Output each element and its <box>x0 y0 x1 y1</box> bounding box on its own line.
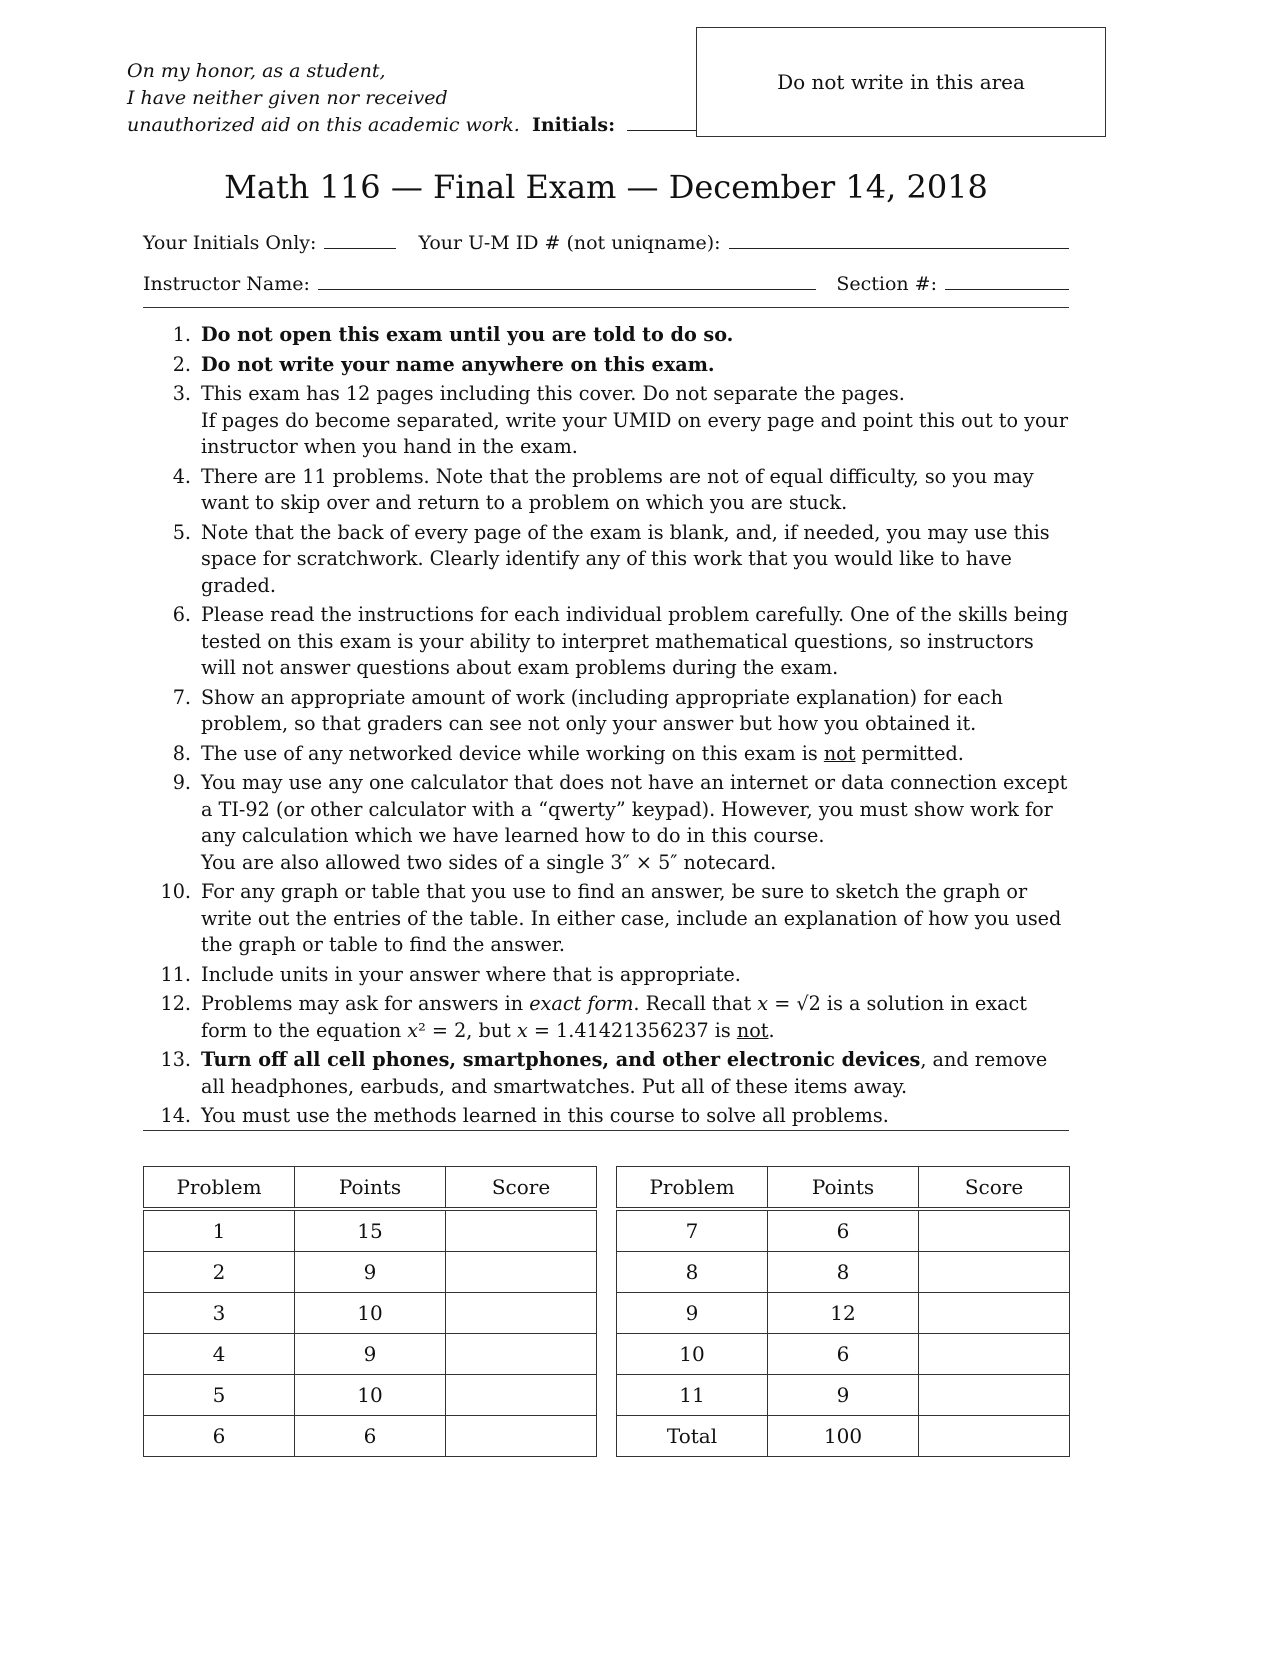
header-score: Score <box>446 1167 597 1210</box>
points-cell: 100 <box>768 1416 919 1457</box>
problem-cell: 4 <box>144 1334 295 1375</box>
instruction-segment: x <box>757 992 769 1015</box>
instruction-segment: Please read the instructions for each individual problem carefully. One of the skills being tested on this exam is your ability to interpret mathematical questions, so instructors will not answer questions about exam problems during the exam. <box>201 603 1069 679</box>
instructor-row <box>143 273 1069 295</box>
instruction-segment: x <box>516 1018 528 1042</box>
instruction-number: 9. <box>172 771 191 794</box>
header-problem: Problem <box>617 1167 768 1210</box>
points-cell: 12 <box>768 1293 919 1334</box>
problem-cell: 8 <box>617 1252 768 1293</box>
instruction-segment: Show an appropriate amount of work (including appropriate explanation) for each problem, so that graders can see not only your answer but how you obtained it. <box>201 685 1004 735</box>
honor-line: I have neither given nor received <box>127 87 448 109</box>
instruction-segment: You may use any one calculator that does not have an internet or data connection except a TI-92 (or other calculator with a “qwerty” keypad). However, you must show work for any calculation which we have learned how to do in this course. You are also allowed two sides of a single 3″ × 5″ notecard. <box>201 771 1068 874</box>
table-row <box>144 1334 597 1375</box>
instruction-number: 11. <box>160 962 191 986</box>
problem-cell: 5 <box>144 1375 295 1416</box>
instruction-item <box>143 962 1073 989</box>
points-cell: 10 <box>295 1293 446 1334</box>
divider <box>143 307 1069 308</box>
table-row <box>144 1375 597 1416</box>
score-cell[interactable] <box>446 1252 597 1293</box>
instruction-number: 13. <box>160 1048 191 1071</box>
score-cell[interactable] <box>919 1334 1070 1375</box>
points-cell: 10 <box>295 1375 446 1416</box>
instruction-number: 14. <box>160 1104 191 1127</box>
instruction-text <box>201 381 1073 461</box>
instruction-text <box>201 991 1073 1044</box>
instruction-item <box>143 1047 1073 1100</box>
instruction-text <box>201 464 1073 517</box>
table-row <box>144 1416 597 1457</box>
table-row <box>144 1209 597 1252</box>
problem-cell: 10 <box>617 1334 768 1375</box>
score-table-left <box>143 1166 597 1457</box>
instruction-number: 5. <box>172 520 191 544</box>
points-cell: 15 <box>295 1209 446 1252</box>
table-row <box>617 1252 1070 1293</box>
table-row <box>617 1293 1070 1334</box>
instruction-segment: ² = 2, but <box>418 1018 517 1042</box>
instruction-item <box>143 991 1073 1044</box>
table-row <box>617 1375 1070 1416</box>
problem-cell: 11 <box>617 1375 768 1416</box>
instruction-segment: This exam has 12 pages including this cover. Do not separate the pages. If pages do become separated, write your UMID on every page and point this out to your instructor when you hand in the exam. <box>201 382 1069 458</box>
instruction-text <box>201 520 1073 600</box>
points-cell: 8 <box>768 1252 919 1293</box>
problem-cell: 9 <box>617 1293 768 1334</box>
instruction-text <box>201 879 1073 959</box>
instruction-segment: x <box>407 1018 419 1042</box>
instruction-segment: = √2 is a solution in exact form to the equation <box>201 992 1027 1042</box>
header-points: Points <box>295 1167 446 1210</box>
instruction-number: 1. <box>172 323 191 346</box>
header-score: Score <box>919 1167 1070 1210</box>
honor-pledge <box>127 58 697 139</box>
instruction-item <box>143 685 1073 738</box>
instruction-item <box>143 1103 1073 1130</box>
problem-cell: 2 <box>144 1252 295 1293</box>
instruction-segment: Note that the back of every page of the exam is blank, and, if needed, you may use this space for scratchwork. Clearly identify any of this work that you would like to have graded. <box>201 520 1050 597</box>
instruction-text <box>201 1047 1073 1100</box>
instruction-segment: Turn off all cell phones, smartphones, and other electronic devices <box>201 1048 921 1071</box>
instruction-number: 2. <box>172 352 191 376</box>
instructor-field[interactable] <box>318 288 816 290</box>
instruction-segment: There are 11 problems. Note that the problems are not of equal difficulty, so you may want to skip over and return to a problem on which you are stuck. <box>201 464 1034 514</box>
instruction-text <box>201 741 1073 768</box>
instruction-segment: not <box>823 741 856 765</box>
instruction-segment: permitted. <box>855 741 964 765</box>
instruction-text <box>201 685 1073 738</box>
score-cell[interactable] <box>446 1209 597 1252</box>
score-cell[interactable] <box>446 1416 597 1457</box>
instruction-number: 7. <box>172 685 191 709</box>
instruction-segment: The use of any networked device while working on this exam is <box>201 741 824 765</box>
instruction-item <box>143 322 1073 349</box>
instruction-item <box>143 381 1073 461</box>
instruction-segment: = 1.41421356237 is <box>527 1018 737 1042</box>
points-cell: 6 <box>768 1209 919 1252</box>
instruction-segment: Do not open this exam until you are told to do so. <box>201 323 734 346</box>
points-cell: 9 <box>295 1334 446 1375</box>
instruction-item <box>143 741 1073 768</box>
score-cell[interactable] <box>919 1209 1070 1252</box>
points-cell: 9 <box>295 1252 446 1293</box>
grader-box: Do not write in this area <box>696 27 1106 137</box>
instruction-item <box>143 879 1073 959</box>
page-title: Math 116 — Final Exam — December 14, 2018 <box>224 168 988 206</box>
instruction-text <box>201 322 1073 349</box>
instruction-number: 10. <box>160 880 191 903</box>
table-row <box>617 1416 1070 1457</box>
instruction-segment: . Recall that <box>633 992 758 1015</box>
instruction-item <box>143 352 1073 379</box>
initials-label: Initials: <box>531 114 616 136</box>
umid-field[interactable] <box>729 247 1069 249</box>
instructions-list <box>143 322 1073 1133</box>
instruction-segment: . <box>768 1018 775 1042</box>
instruction-item <box>143 770 1073 876</box>
problem-cell: 1 <box>144 1209 295 1252</box>
score-cell[interactable] <box>919 1293 1070 1334</box>
header-problem: Problem <box>144 1167 295 1210</box>
table-row <box>617 1209 1070 1252</box>
instructor-label: Instructor Name: <box>143 273 310 295</box>
points-cell: 6 <box>295 1416 446 1457</box>
section-field[interactable] <box>945 288 1069 290</box>
instruction-number: 3. <box>172 382 191 405</box>
table-row <box>144 1252 597 1293</box>
instruction-text <box>201 770 1073 876</box>
score-cell[interactable] <box>446 1334 597 1375</box>
score-table-right <box>616 1166 1070 1457</box>
instruction-number: 6. <box>172 603 191 626</box>
instruction-segment: not <box>736 1018 769 1042</box>
points-cell: 9 <box>768 1375 919 1416</box>
instruction-segment: Problems may ask for answers in <box>201 992 530 1015</box>
score-cell[interactable] <box>919 1416 1070 1457</box>
instruction-segment: For any graph or table that you use to find an answer, be sure to sketch the graph or write out the entries of the table. In either case, include an explanation of how you used the graph or table to find the answer. <box>201 880 1062 956</box>
problem-cell: 6 <box>144 1416 295 1457</box>
instruction-segment: Do not write your name anywhere on this exam. <box>201 352 715 376</box>
instruction-item <box>143 464 1073 517</box>
table-row <box>144 1293 597 1334</box>
instruction-text <box>201 602 1073 682</box>
initials-only-label: Your Initials Only: <box>143 232 317 254</box>
divider <box>143 1130 1069 1131</box>
instruction-item <box>143 602 1073 682</box>
problem-cell: 3 <box>144 1293 295 1334</box>
score-cell[interactable] <box>446 1375 597 1416</box>
honor-line: On my honor, as a student, <box>127 60 386 82</box>
instruction-segment: Include units in your answer where that is appropriate. <box>201 962 741 986</box>
umid-label: Your U-M ID # (not uniqname): <box>418 232 721 254</box>
instruction-number: 8. <box>172 741 191 765</box>
honor-line: unauthorized aid on this academic work. <box>127 114 520 136</box>
initials-only-field[interactable] <box>324 247 396 249</box>
problem-cell: Total <box>617 1416 768 1457</box>
instruction-segment: , and remove all headphones, earbuds, and smartwatches. Put all of these items away. <box>201 1048 1048 1098</box>
header-points: Points <box>768 1167 919 1210</box>
table-row <box>617 1334 1070 1375</box>
score-cell[interactable] <box>919 1252 1070 1293</box>
points-cell: 6 <box>768 1334 919 1375</box>
score-cell[interactable] <box>919 1375 1070 1416</box>
score-cell[interactable] <box>446 1293 597 1334</box>
instruction-text <box>201 352 1073 379</box>
section-label: Section #: <box>836 273 937 295</box>
instruction-text <box>201 1103 1073 1130</box>
instruction-number: 4. <box>172 464 191 488</box>
instruction-item <box>143 520 1073 600</box>
instruction-segment: You must use the methods learned in this course to solve all problems. <box>201 1104 889 1127</box>
pledge-initials-field[interactable] <box>627 116 697 131</box>
instruction-text <box>201 962 1073 989</box>
instruction-segment: exact form <box>529 992 634 1015</box>
instruction-number: 12. <box>160 992 191 1015</box>
id-row <box>143 232 1069 254</box>
problem-cell: 7 <box>617 1209 768 1252</box>
